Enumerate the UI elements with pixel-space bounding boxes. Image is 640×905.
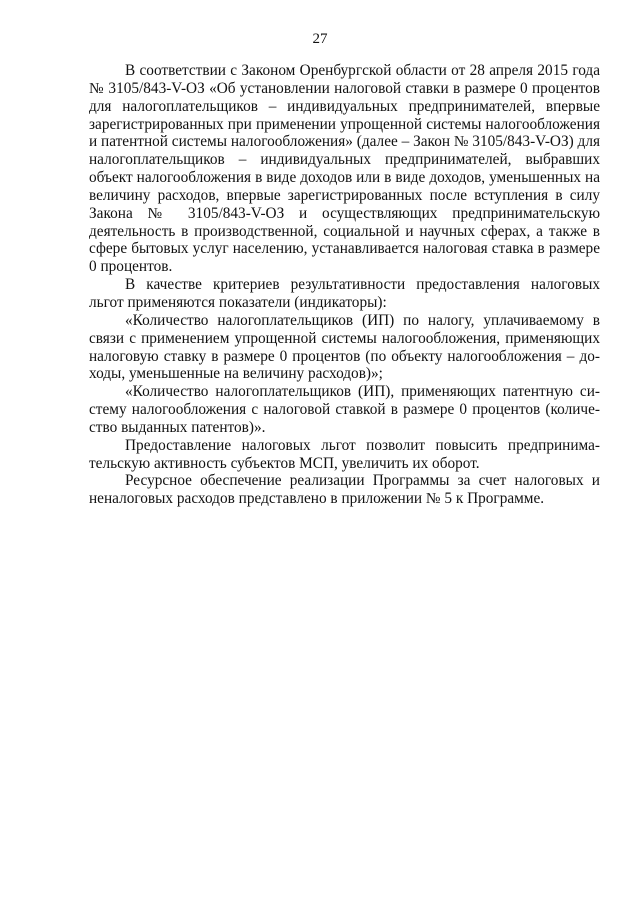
paragraph-indicator-simplified-tax: «Количество налогоплательщиков (ИП) по налогу, уплачиваемому в связи с применением упрощенной системы налогообложения, применяющих налоговую ставку в размере 0 процентов (по объекту налогообложения – доходы, уменьшенные на величину расходов)»; [89, 311, 600, 383]
paragraph-business-activity: Предоставление налоговых льгот позволит повысить предпринимательскую активность субъектов МСП, увеличить их оборот. [89, 436, 600, 472]
document-body [89, 62, 600, 508]
paragraph-law-reference: В соответствии с Законом Оренбургской области от 28 апреля 2015 года № 3105/843-V-ОЗ «Об установлении налоговой ставки в размере 0 процентов для налогоплательщиков – индивидуальных предпринимателей, впервые зарегистрированных при применении упрощенной системы налогообложения и патентной системы налогообложения» (далее – Закон № 3105/843-V-ОЗ) для налогоплательщиков – индивидуальных предпринимателей, выбравших объект налогообложения в виде доходов или в виде доходов, уменьшенных на величину расходов, впервые зарегистрированных после вступления в силу Закона № 3105/843-V-ОЗ и осуществляющих предпринимательскую деятельность в производственной, социальной и научных сферах, а также в сфере бытовых услуг населению, устанавливается налоговая ставка в размере 0 процентов. [89, 62, 600, 276]
paragraph-indicator-patent-system: «Количество налогоплательщиков (ИП), применяющих патентную систему налогообложения с налоговой ставкой в размере 0 процентов (количество выданных патентов)». [89, 383, 600, 436]
paragraph-resource-provision: Ресурсное обеспечение реализации Программы за счет налоговых и неналоговых расходов представлено в приложении № 5 к Программе. [89, 472, 600, 508]
page-number: 27 [312, 31, 328, 47]
paragraph-criteria-intro: В качестве критериев результативности предоставления налоговых льгот применяются показатели (индикаторы): [89, 276, 600, 311]
